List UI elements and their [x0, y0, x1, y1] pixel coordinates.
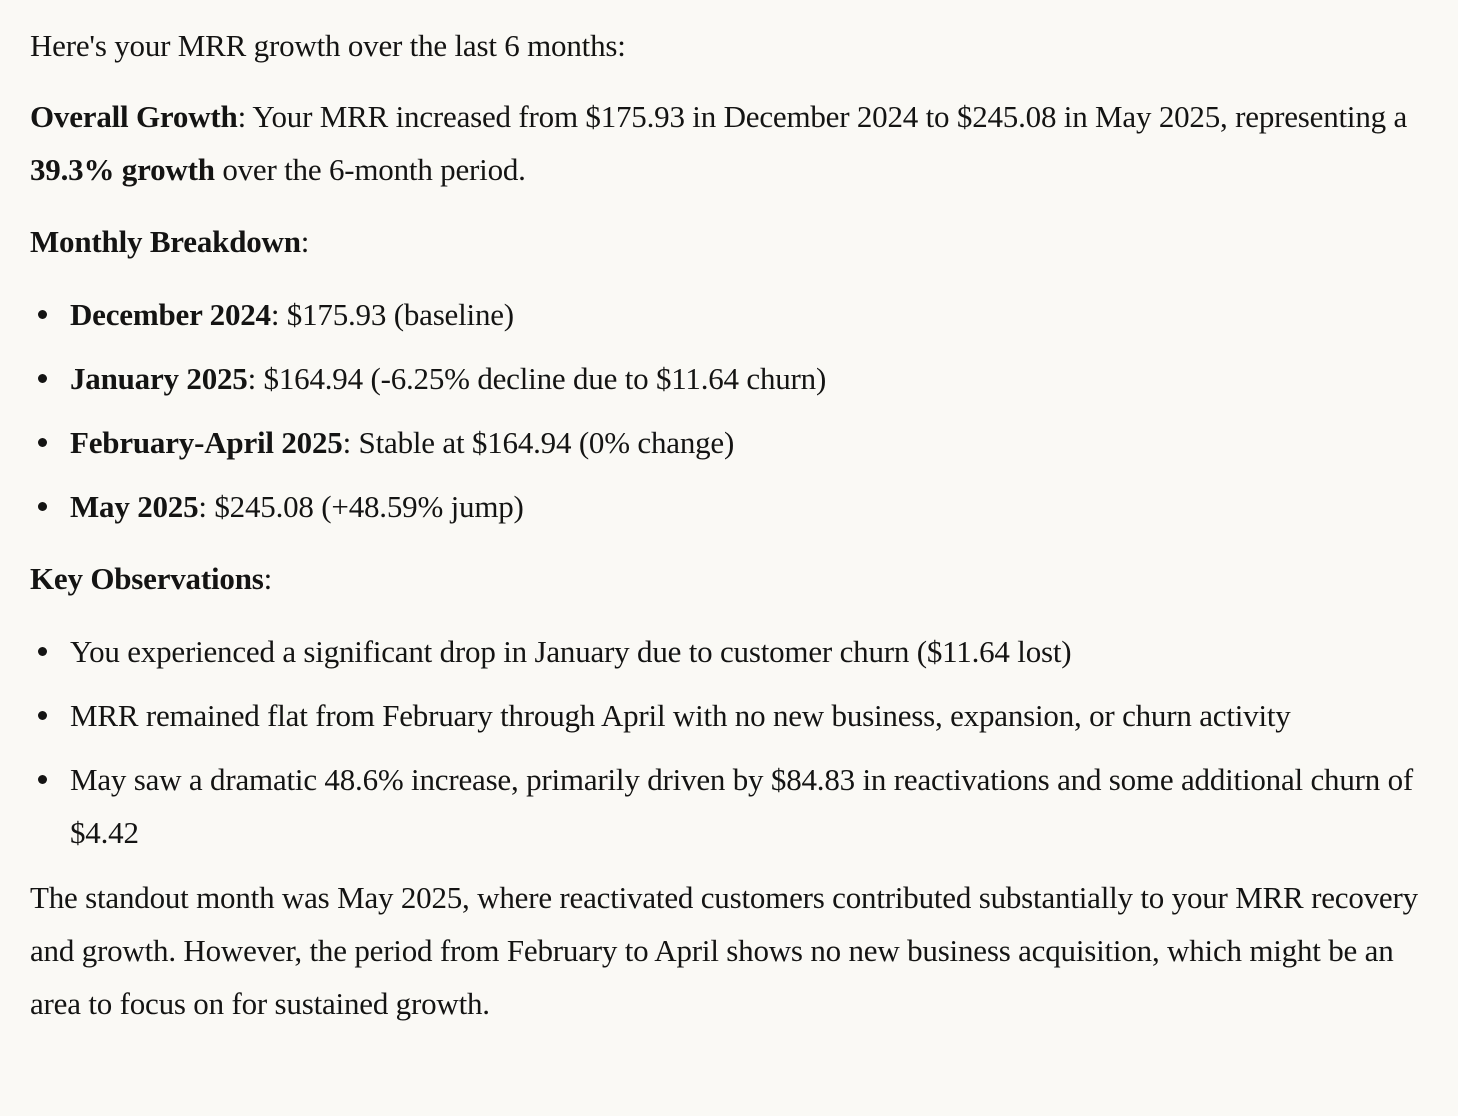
observation-text: You experienced a significant drop in January due to customer churn ($11.64 lost): [70, 634, 1072, 669]
month-value: : $245.08 (+48.59% jump): [198, 489, 524, 524]
bullet-icon: [38, 647, 47, 656]
key-observations-label: Key Observations: [30, 561, 264, 596]
bullet-icon: [38, 775, 47, 784]
assistant-message: [30, 0, 1430, 1030]
list-item: [30, 689, 1430, 742]
month-value: : Stable at $164.94 (0% change): [342, 425, 735, 460]
bullet-icon: [38, 711, 47, 720]
bullet-icon: [38, 438, 47, 447]
heading-colon: :: [263, 561, 273, 596]
list-item: [30, 625, 1430, 678]
month-label: May 2025: [70, 489, 199, 524]
intro-text: Here's your MRR growth over the last 6 months:: [30, 28, 626, 63]
list-item: [30, 753, 1430, 859]
month-value: : $164.94 (-6.25% decline due to $11.64 churn): [247, 361, 827, 396]
month-label: December 2024: [70, 297, 271, 332]
overall-growth-percentage: 39.3% growth: [30, 152, 215, 187]
list-item: [30, 480, 1430, 533]
month-value: : $175.93 (baseline): [270, 297, 514, 332]
bullet-icon: [38, 502, 47, 511]
list-item: [30, 352, 1430, 405]
observation-text: May saw a dramatic 48.6% increase, primarily driven by $84.83 in reactivations and some additional churn of $4.42: [70, 762, 1414, 850]
overall-growth-paragraph: [30, 90, 1430, 196]
key-observations-heading: [30, 552, 1430, 605]
list-item: [30, 288, 1430, 341]
monthly-breakdown-label: Monthly Breakdown: [30, 224, 301, 259]
month-label: February-April 2025: [70, 425, 343, 460]
bullet-icon: [38, 374, 47, 383]
key-observations-list: [30, 625, 1430, 859]
overall-growth-text-a: : Your MRR increased from $175.93 in December 2024 to $245.08 in May 2025, representing a: [237, 99, 1408, 134]
overall-growth-label: Overall Growth: [30, 99, 238, 134]
closing-paragraph: The standout month was May 2025, where reactivated customers contributed substantially to your MRR recovery and growth. However, the period from February to April shows no new business acquisition, which might be an area to focus on for sustained growth.: [30, 880, 1418, 1021]
overall-growth-text-b: over the 6-month period.: [214, 152, 526, 187]
monthly-breakdown-list: [30, 288, 1430, 533]
bullet-icon: [38, 310, 47, 319]
heading-colon: :: [300, 224, 310, 259]
list-item: [30, 416, 1430, 469]
monthly-breakdown-heading: [30, 215, 1430, 268]
month-label: January 2025: [70, 361, 248, 396]
observation-text: MRR remained flat from February through April with no new business, expansion, or churn activity: [70, 698, 1291, 733]
